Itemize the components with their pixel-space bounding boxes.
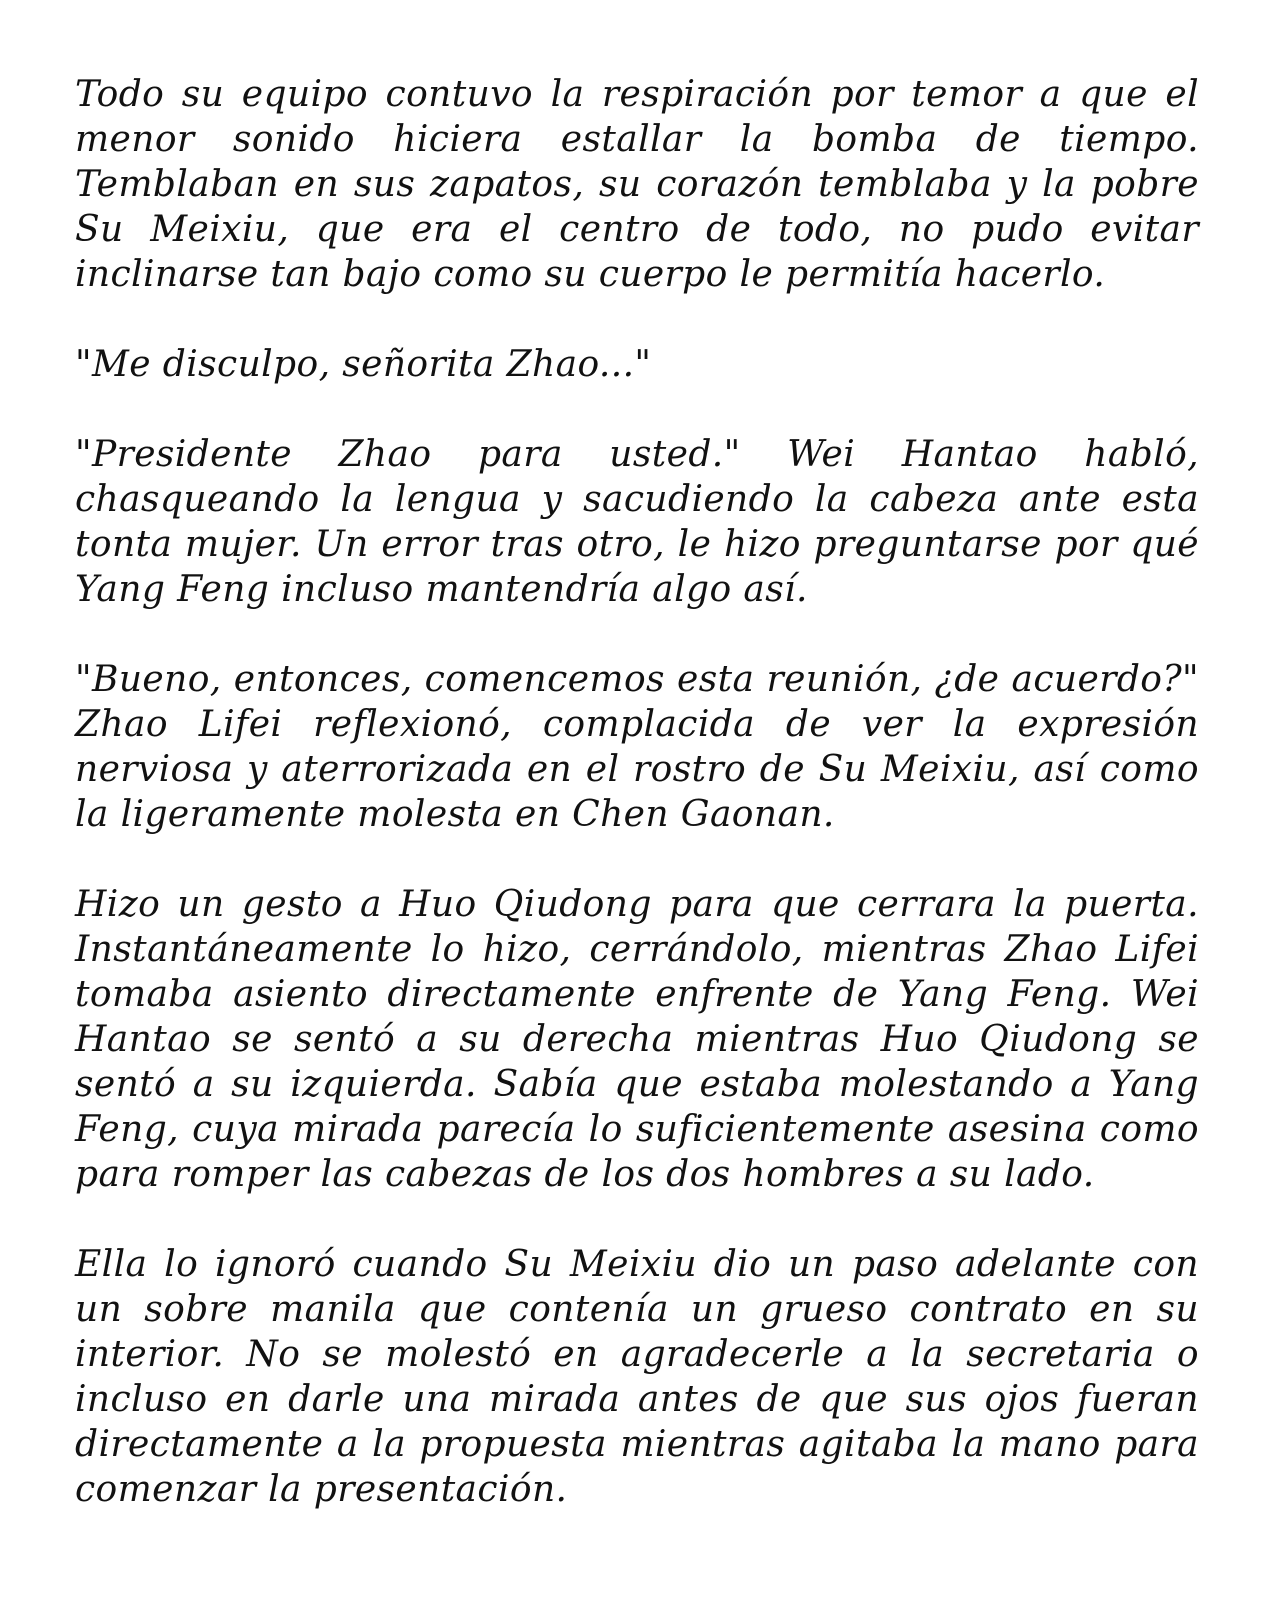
paragraph-2: "Me disculpo, señorita Zhao..." [75,344,652,385]
paragraph-3: "Presidente Zhao para usted." Wei Hantao habló, chasqueando la lengua y sacudiendo la cabeza ante esta tonta mujer. Un error tras otro, le hizo preguntarse por qué Yang Feng incluso mantendría algo así. [75,434,1199,610]
paragraph-4: "Bueno, entonces, comencemos esta reunión, ¿de acuerdo?" Zhao Lifei reflexionó, complacida de ver la expresión nerviosa y aterrorizada en el rostro de Su Meixiu, así como la ligeramente molesta en Chen Gaonan. [75,659,1199,835]
document-body [75,72,1199,1512]
paragraph-1: Todo su equipo contuvo la respiración por temor a que el menor sonido hiciera estallar la bomba de tiempo. Temblaban en sus zapatos, su corazón temblaba y la pobre Su Meixiu, que era el centro de todo, no pudo evitar inclinarse tan bajo como su cuerpo le permitía hacerlo. [75,74,1199,295]
paragraph-6: Ella lo ignoró cuando Su Meixiu dio un paso adelante con un sobre manila que contenía un grueso contrato en su interior. No se molestó en agradecerle a la secretaria o incluso en darle una mirada antes de que sus ojos fueran directamente a la propuesta mientras agitaba la mano para comenzar la presentación. [75,1244,1199,1510]
paragraph-5: Hizo un gesto a Huo Qiudong para que cerrara la puerta. Instantáneamente lo hizo, cerrándolo, mientras Zhao Lifei tomaba asiento directamente enfrente de Yang Feng. Wei Hantao se sentó a su derecha mientras Huo Qiudong se sentó a su izquierda. Sabía que estaba molestando a Yang Feng, cuya mirada parecía lo suficientemente asesina como para romper las cabezas de los dos hombres a su lado. [75,884,1199,1195]
